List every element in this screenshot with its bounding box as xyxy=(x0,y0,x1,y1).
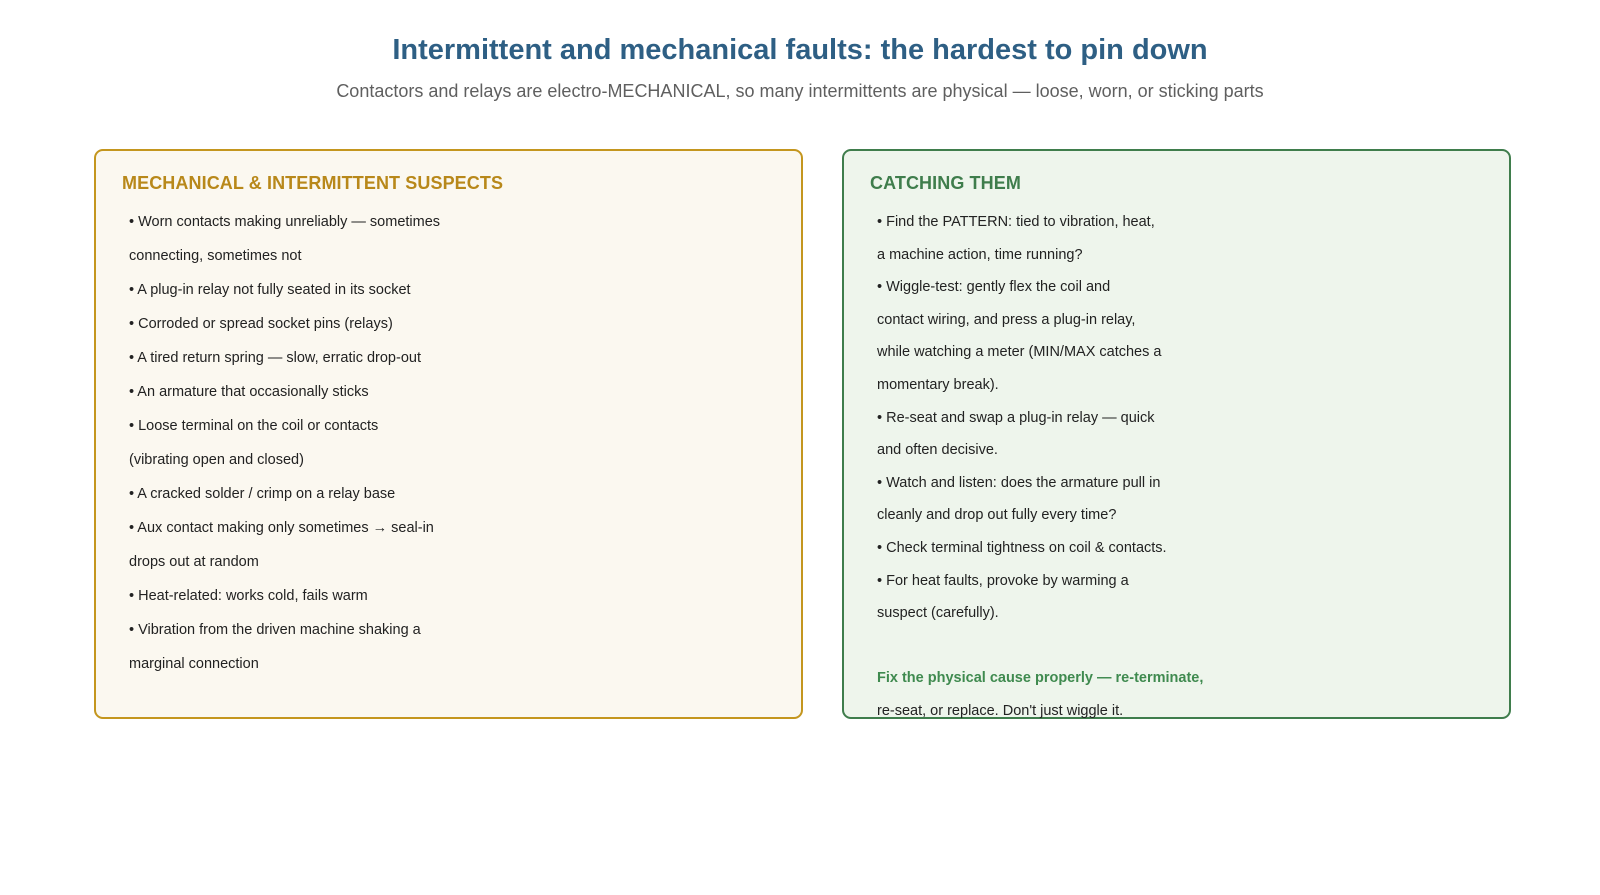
suspects-line: • Vibration from the driven machine shaking a xyxy=(129,622,421,638)
catching-line: while watching a meter (MIN/MAX catches a xyxy=(877,344,1162,361)
catching-line: momentary break). xyxy=(877,376,999,393)
page-subtitle: Contactors and relays are electro-MECHANICAL, so many intermittents are physical — loose, worn, or sticking parts xyxy=(336,81,1264,101)
suspects-line: • Aux contact making only sometimes → seal-in xyxy=(129,520,434,536)
catching-emphasis: Fix the physical cause properly — re-terminate, xyxy=(877,670,1204,687)
suspects-line: (vibrating open and closed) xyxy=(129,452,304,468)
suspects-heading: MECHANICAL & INTERMITTENT SUSPECTS xyxy=(122,173,504,193)
page-title: Intermittent and mechanical faults: the hardest to pin down xyxy=(392,34,1208,66)
suspects-line: • An armature that occasionally sticks xyxy=(129,384,369,400)
catching-line: • Find the PATTERN: tied to vibration, heat, xyxy=(877,214,1155,230)
suspects-line: drops out at random xyxy=(129,554,259,570)
catching-panel xyxy=(842,149,1511,719)
suspects-line: • Heat-related: works cold, fails warm xyxy=(129,588,368,604)
suspects-line: • Worn contacts making unreliably — sometimes xyxy=(129,214,441,230)
catching-line: a machine action, time running? xyxy=(877,246,1083,263)
suspects-line: • A tired return spring — slow, erratic drop-out xyxy=(129,350,421,366)
catching-line: • Wiggle-test: gently flex the coil and xyxy=(877,279,1111,296)
catching-line: suspect (carefully). xyxy=(877,605,999,622)
suspects-line: • Corroded or spread socket pins (relays) xyxy=(129,316,393,332)
catching-line: • Watch and listen: does the armature pull in xyxy=(877,474,1161,491)
suspects-line: marginal connection xyxy=(129,656,259,672)
suspects-line: connecting, sometimes not xyxy=(129,248,302,264)
spacer xyxy=(877,630,1203,663)
suspects-list xyxy=(129,205,440,681)
catching-heading: CATCHING THEM xyxy=(870,173,1021,193)
catching-line: and often decisive. xyxy=(877,442,998,459)
catching-line: • Re-seat and swap a plug-in relay — quick xyxy=(877,409,1155,426)
suspects-panel xyxy=(94,149,803,719)
catching-line: • Check terminal tightness on coil & contacts. xyxy=(877,539,1167,556)
suspects-line: • Loose terminal on the coil or contacts xyxy=(129,418,379,434)
suspects-line: • A plug-in relay not fully seated in its socket xyxy=(129,282,411,298)
catching-line: contact wiring, and press a plug-in relay, xyxy=(877,311,1136,328)
catching-line: cleanly and drop out fully every time? xyxy=(877,507,1117,524)
catching-closing: re-seat, or replace. Don't just wiggle it. xyxy=(877,702,1124,719)
catching-list xyxy=(877,206,1203,728)
catching-line: • For heat faults, provoke by warming a xyxy=(877,572,1129,589)
suspects-line: • A cracked solder / crimp on a relay base xyxy=(129,486,396,502)
